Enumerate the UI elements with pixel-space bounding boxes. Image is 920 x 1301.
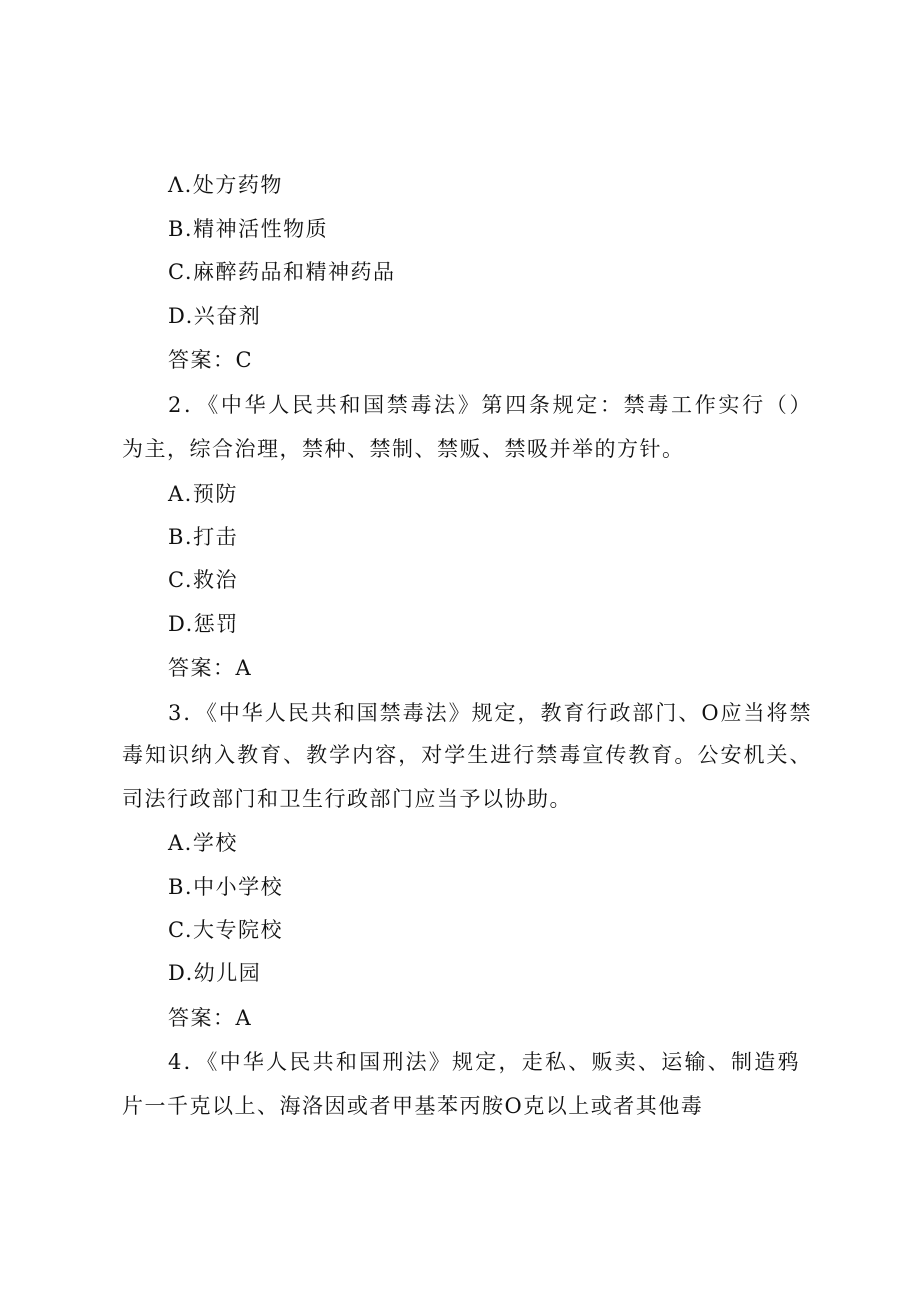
q2-option-a: A.预防 [168, 482, 238, 506]
q1-answer: 答案：C [168, 348, 254, 372]
q3-option-d: D.幼儿园 [168, 961, 262, 985]
q1-option-a: Λ.处方药物 [168, 173, 283, 197]
q2-option-c: C.救治 [168, 568, 238, 592]
q3-option-b: B.中小学校 [168, 875, 284, 899]
q3-stem-line-2: 毒知识纳入教育、教学内容，对学生进行禁毒宣传教育。公安机关、 [122, 743, 812, 767]
q1-option-c: C.麻醉药品和精神药品 [168, 260, 396, 284]
q2-option-d: D.惩罚 [168, 612, 239, 636]
q2-option-b: B.打击 [168, 525, 239, 549]
q2-stem-line-1: 2．《中华人民共和国禁毒法》第四条规定：禁毒工作实行（） [168, 393, 812, 417]
q3-stem-line-3: 司法行政部门和卫生行政部门应当予以协助。 [122, 787, 572, 811]
q4-stem-line-1: 4．《中华人民共和国刑法》规定，走私、贩卖、运输、制造鸦 [168, 1050, 800, 1074]
q4-stem-line-2: 片一千克以上、海洛因或者甲基苯丙胺O克以上或者其他毒 [122, 1094, 704, 1118]
q2-stem-line-2: 为主，综合治理，禁种、禁制、禁贩、禁吸并举的方针。 [122, 437, 685, 461]
q3-option-c: C.大专院校 [168, 918, 283, 942]
q3-answer: 答案：A [168, 1006, 253, 1030]
q2-answer: 答案：A [168, 656, 253, 680]
q1-option-d: D.兴奋剂 [168, 304, 262, 328]
q1-option-b: B.精神活性物质 [168, 217, 329, 241]
q3-option-a: A.学校 [168, 831, 238, 855]
q3-stem-line-1: 3．《中华人民共和国禁毒法》规定，教育行政部门、O应当将禁 [168, 701, 812, 725]
